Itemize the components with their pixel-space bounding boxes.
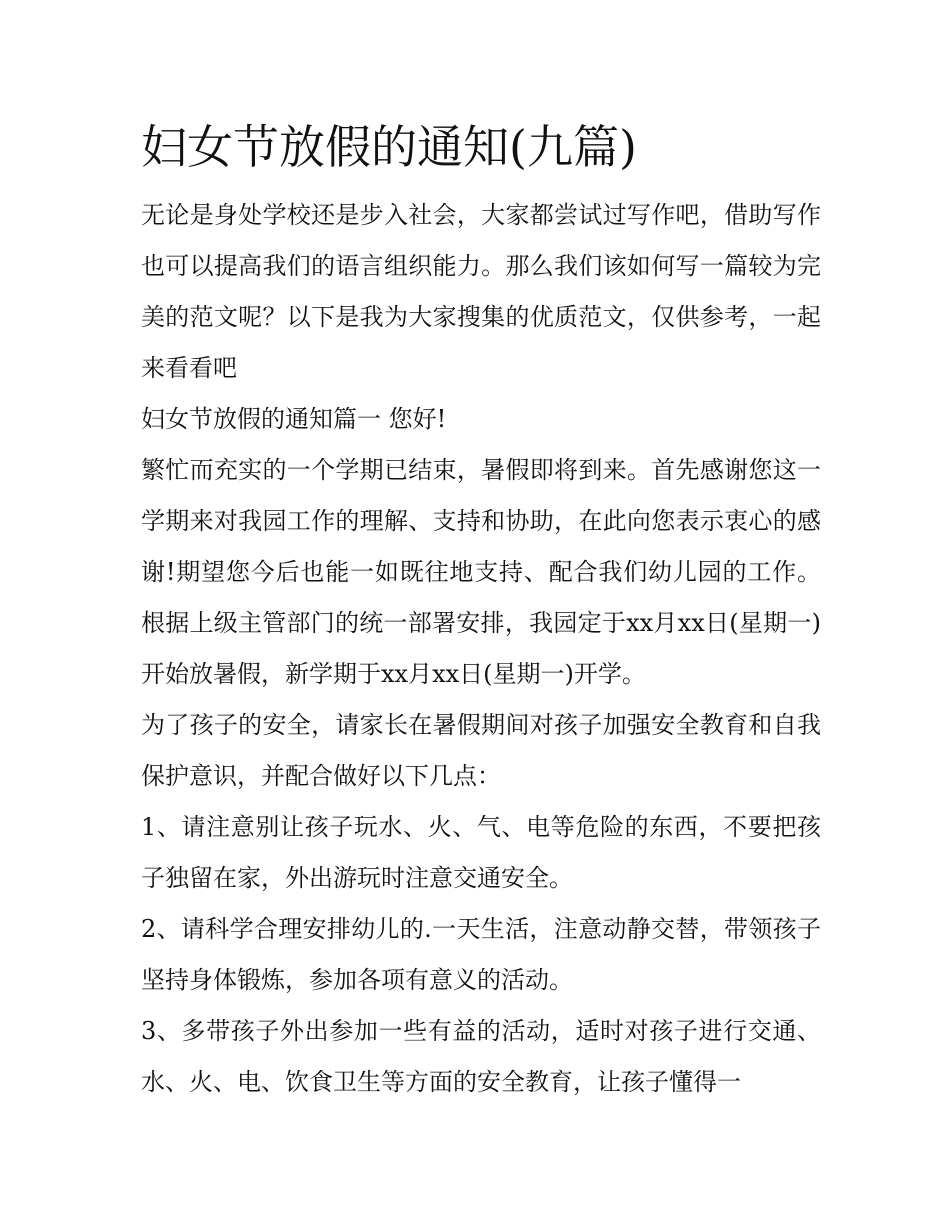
intro-paragraph: 无论是身处学校还是步入社会，大家都尝试过写作吧，借助写作也可以提高我们的语言组织能力。那么我们该如何写一篇较为完美的范文呢？以下是我为大家搜集的优质范文，仅供参考，一起来看看吧	[141, 201, 821, 382]
list-item-1: 1、请注意别让孩子玩水、火、气、电等危险的东西，不要把孩子独留在家，外出游玩时注意交通安全。	[141, 813, 821, 892]
notice-paragraph: 繁忙而充实的一个学期已结束，暑假即将到来。首先感谢您这一学期来对我园工作的理解、支持和协助，在此向您表示衷心的感谢!期望您今后也能一如既往地支持、配合我们幼儿园的工作。根据上级主管部门的统一部署安排，我园定于xx月xx日(星期一)开始放暑假，新学期于xx月xx日(星期一)开学。	[141, 456, 821, 688]
list-item-2: 2、请科学合理安排幼儿的.一天生活，注意动静交替，带领孩子坚持身体锻炼，参加各项有意义的活动。	[141, 915, 821, 994]
section-heading-paragraph: 妇女节放假的通知篇一 您好!	[141, 405, 447, 433]
list-item-3: 3、多带孩子外出参加一些有益的活动，适时对孩子进行交通、水、火、电、饮食卫生等方面的安全教育，让孩子懂得一	[141, 1017, 821, 1096]
safety-intro-paragraph: 为了孩子的安全，请家长在暑假期间对孩子加强安全教育和自我保护意识，并配合做好以下几点：	[141, 711, 821, 790]
document-body	[141, 108, 821, 1108]
document-title: 妇女节放假的通知(九篇)	[141, 120, 637, 174]
